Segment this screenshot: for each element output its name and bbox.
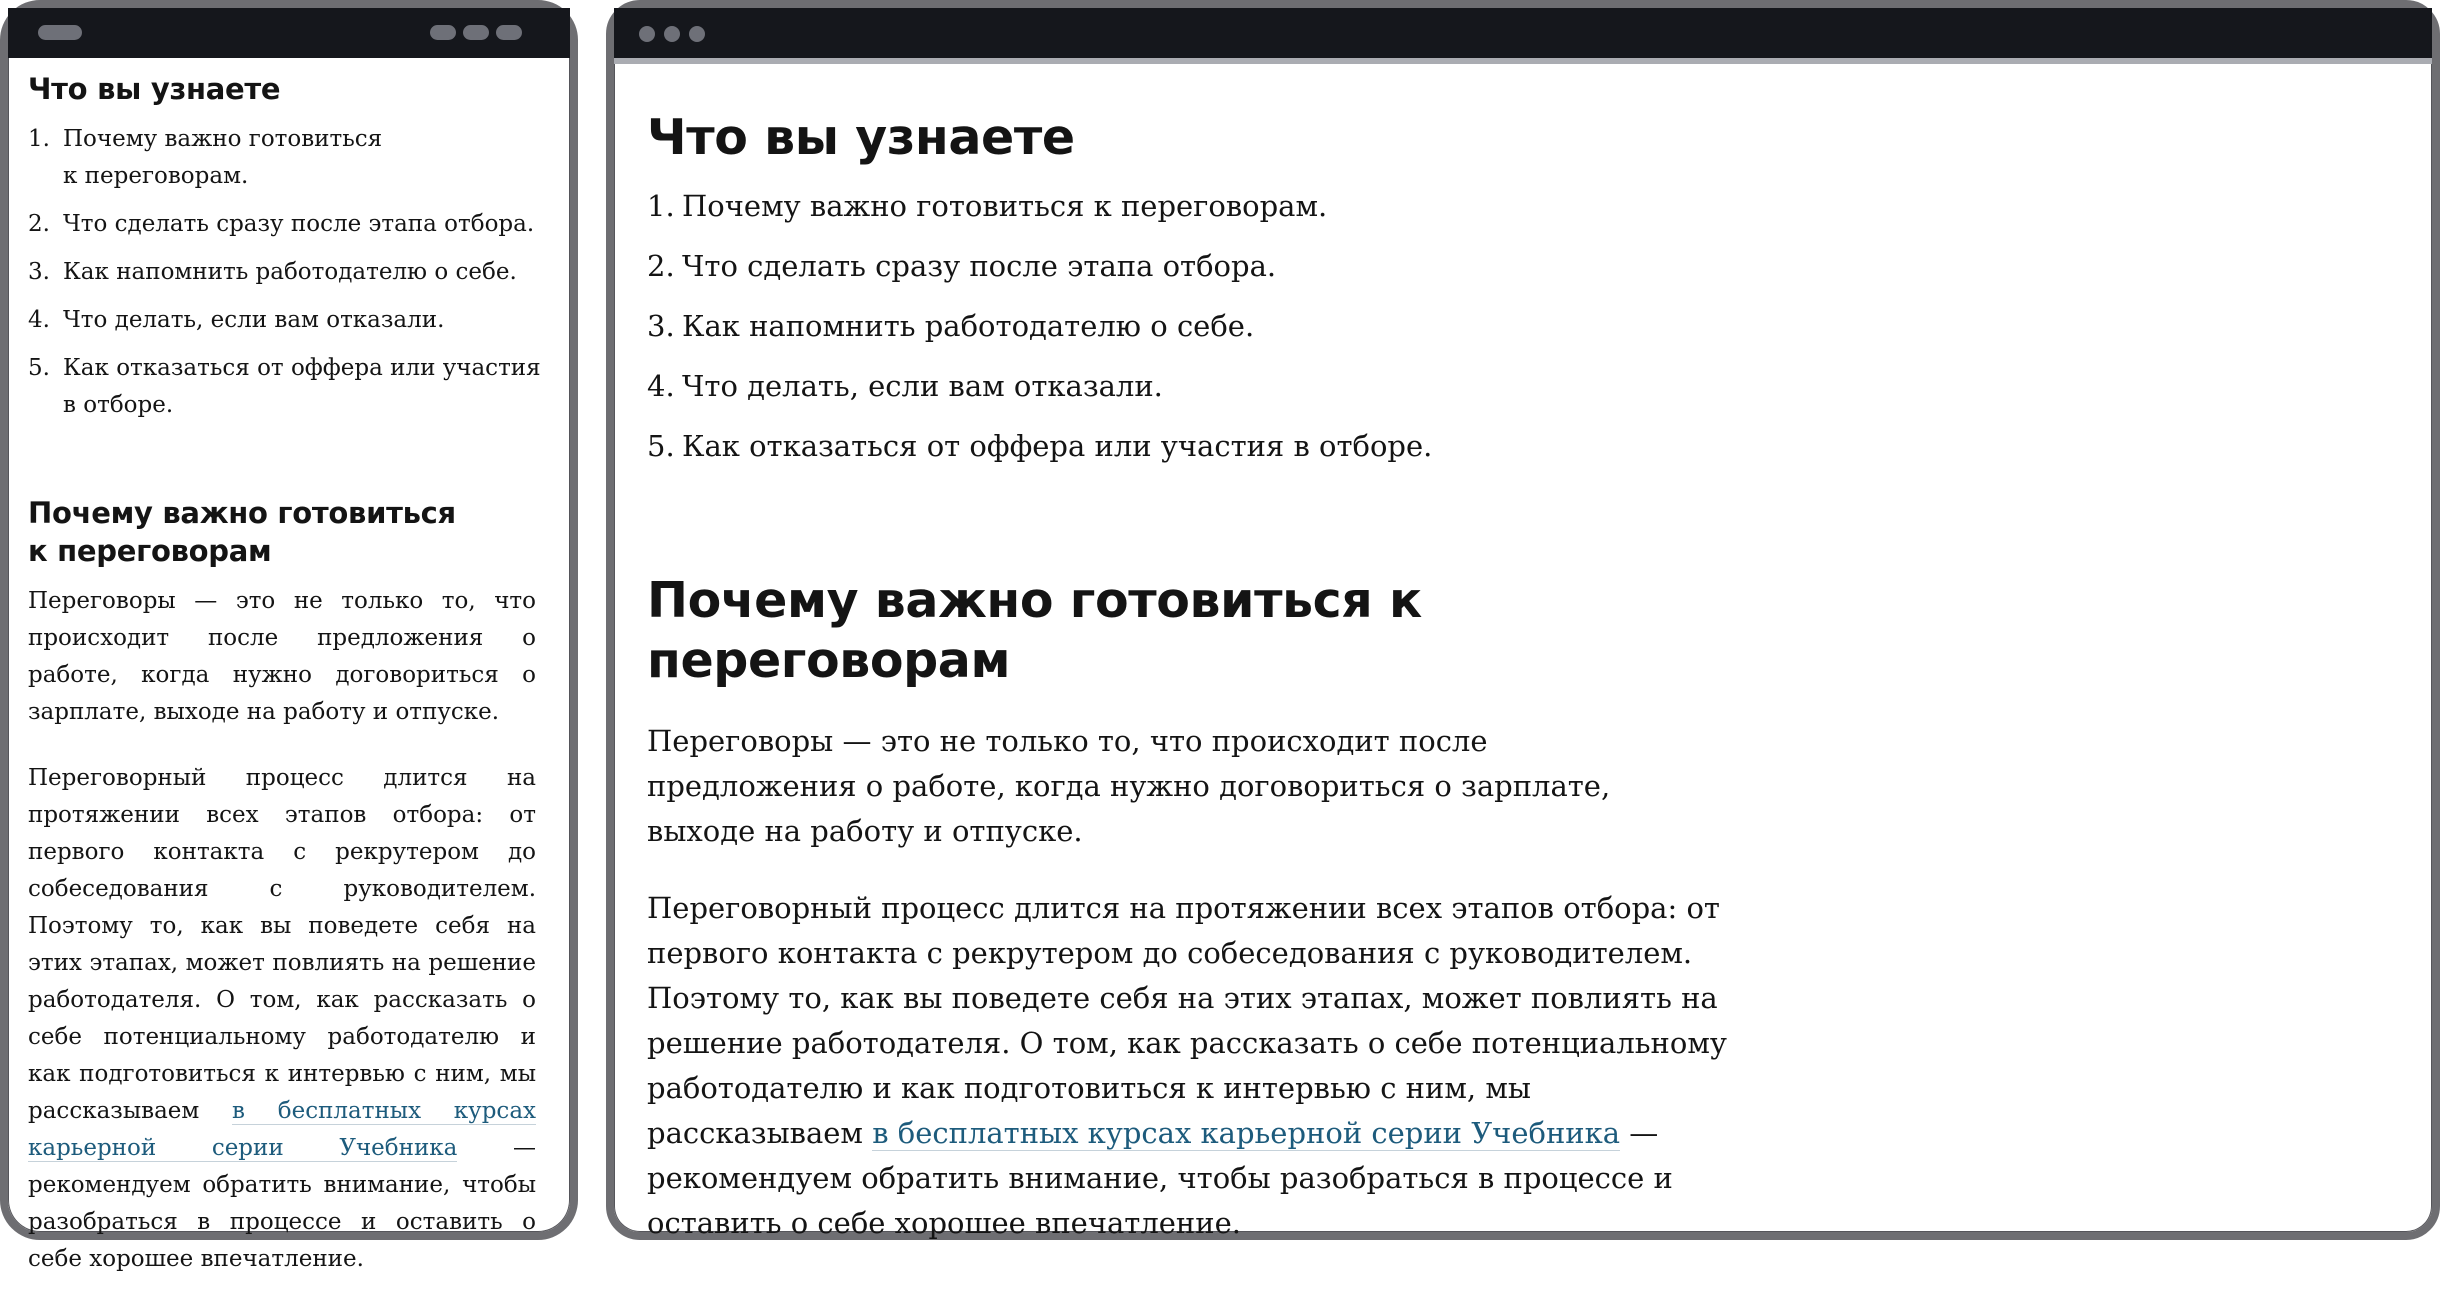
toc-list bbox=[647, 184, 1747, 469]
career-courses-link[interactable]: в бесплатных курсах карьерной серии Учебника bbox=[28, 1098, 537, 1161]
mobile-notch-left-icon bbox=[38, 25, 82, 40]
mobile-preview-frame bbox=[0, 0, 578, 1272]
paragraph-2-text: — рекомендуем обратить внимание, чтобы разобраться в процессе и оставить о себе хорошее впечатление. bbox=[647, 1116, 1673, 1240]
title-bar-divider bbox=[614, 58, 2432, 64]
toc-item: Как отказаться от оффера или участия в отборе. bbox=[63, 355, 541, 418]
mobile-indicator-icon bbox=[463, 25, 489, 40]
window-dot-icon bbox=[664, 26, 680, 42]
toc-item: Почему важно готовиться к переговорам. bbox=[63, 126, 383, 189]
paragraph-2 bbox=[647, 886, 1727, 1246]
paragraph-2-text: Переговорный процесс длится на протяжении всех этапов отбора: от первого контакта с рекрутером до собеседования с руководителем. Поэтому то, как вы поведете себя на этих этапах, может повлиять на решение работодателя. О том, как рассказать о себе потенциальному работодателю и как подготовиться к интервью с ним, мы рассказываем bbox=[647, 891, 1727, 1150]
window-dot-icon bbox=[639, 26, 655, 42]
paragraph-1: Переговоры — это не только то, что происходит после предложения о работе, когда нужно договориться о зарплате, выходе на работу и отпуске. bbox=[28, 588, 536, 725]
mobile-indicator-icon bbox=[496, 25, 522, 40]
toc-heading: Что вы узнаете bbox=[647, 109, 1075, 166]
career-courses-link[interactable]: в бесплатных курсах карьерной серии Учебника bbox=[872, 1116, 1621, 1150]
toc-item: Как напомнить работодателю о себе. bbox=[682, 309, 1255, 343]
toc-item: Как напомнить работодателю о себе. bbox=[63, 259, 517, 285]
desktop-preview-frame bbox=[606, 0, 2440, 1240]
paragraph-2 bbox=[28, 760, 536, 1278]
window-dot-icon bbox=[689, 26, 705, 42]
desktop-article bbox=[647, 108, 1747, 1278]
toc-item: Что сделать сразу после этапа отбора. bbox=[63, 211, 535, 237]
section-heading: Почему важно готовиться к переговорам bbox=[647, 572, 1422, 689]
toc-item: Как отказаться от оффера или участия в отборе. bbox=[682, 429, 1433, 463]
paragraph-1: Переговоры — это не только то, что происходит после предложения о работе, когда нужно договориться о зарплате, выходе на работу и отпуске. bbox=[647, 724, 1611, 848]
paragraph-2-text: Переговорный процесс длится на протяжении всех этапов отбора: от первого контакта с рекрутером до собеседования с руководителем. Поэтому то, как вы поведете себя на этих этапах, может повлиять на решение работодателя. О том, как рассказать о себе потенциальному работодателю и как подготовиться к интервью с ним, мы рассказываем bbox=[28, 765, 536, 1124]
mobile-status-bar bbox=[8, 8, 570, 58]
browser-title-bar bbox=[614, 8, 2432, 58]
toc-list bbox=[28, 121, 550, 424]
section-heading: Почему важно готовиться к переговорам bbox=[28, 496, 456, 568]
paragraph-2-text: — рекомендуем обратить внимание, чтобы разобраться в процессе и оставить о себе хорошее впечатление. bbox=[28, 1135, 536, 1272]
toc-item: Что делать, если вам отказали. bbox=[63, 307, 445, 333]
mobile-article bbox=[28, 70, 550, 1307]
toc-item: Почему важно готовиться к переговорам. bbox=[682, 189, 1328, 223]
toc-heading: Что вы узнаете bbox=[28, 72, 281, 106]
mobile-indicator-icon bbox=[430, 25, 456, 40]
toc-item: Что делать, если вам отказали. bbox=[682, 369, 1163, 403]
toc-item: Что сделать сразу после этапа отбора. bbox=[682, 249, 1277, 283]
